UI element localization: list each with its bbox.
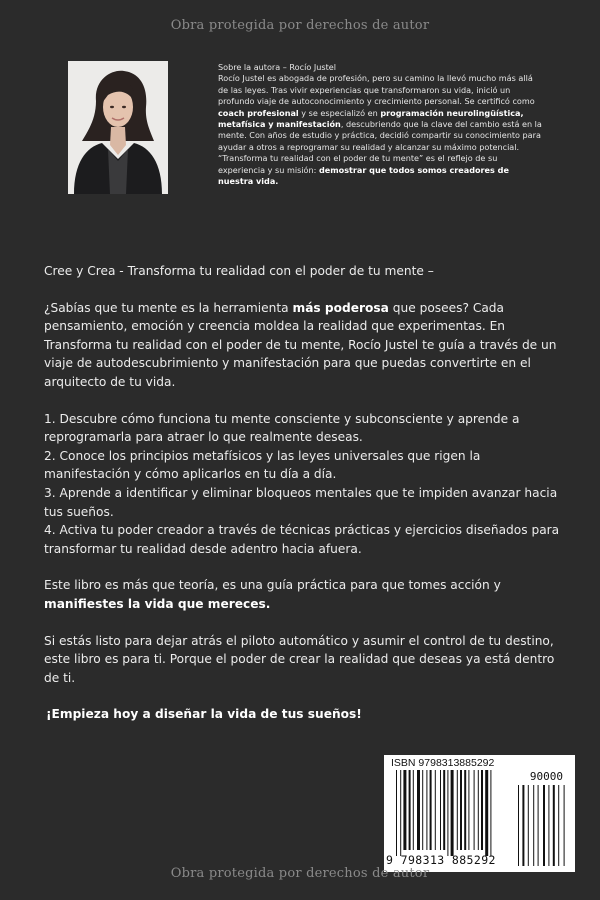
barcode-bar bbox=[447, 770, 448, 856]
author-bio: Rocío Justel es abogada de profesión, pero su camino la llevó mucho más allá de las leyes. Tras vivir experiencias que transformaron su vida, inició un profundo viaje de autoconocimiento y crecimiento personal. Se certificó como coach profesional y se especializó en programación neurolingüística, metafísica y manifestación, descubriendo que la clave del cambio está en la mente. Con años de estudio y práctica, decidió compartir su conocimiento para ayudar a otros a reprogramar su realidad y alcanzar su máximo potencial. “Transforma tu realidad con el poder de tu mente” es el reflejo de su experiencia y su misión: demostrar que todos somos creadores de nuestra vida. bbox=[218, 73, 542, 187]
author-portrait-image bbox=[68, 61, 168, 194]
barcode-bar bbox=[396, 770, 397, 856]
addon-bar bbox=[538, 785, 539, 866]
addon-bar bbox=[558, 785, 559, 866]
blurb-point-3: 3. Aprende a identificar y eliminar bloqueos mentales que te impiden avanzar hacia tus sueños. bbox=[44, 485, 558, 519]
isbn-barcode bbox=[384, 755, 575, 872]
addon-bar bbox=[518, 785, 519, 866]
blurb-closing: Si estás listo para dejar atrás el piloto automático y asumir el control de tu destino, este libro es para ti. Porque el poder de crear la realidad que deseas ya está dentro de ti. bbox=[44, 633, 555, 685]
barcode-bar bbox=[435, 770, 436, 850]
barcode-bar bbox=[413, 770, 414, 850]
blurb-practical: Este libro es más que teoría, es una guía práctica para que tomes acción y manifiestes la vida que mereces. bbox=[44, 578, 501, 611]
barcode-bar bbox=[403, 770, 406, 850]
barcode-bar bbox=[485, 770, 488, 856]
addon-bar bbox=[528, 785, 529, 866]
blurb-call-to-action: ¡Empieza hoy a diseñar la vida de tus sueños! bbox=[46, 707, 362, 722]
barcode-bar bbox=[468, 770, 469, 850]
addon-bar bbox=[553, 785, 555, 866]
back-cover-blurb bbox=[44, 262, 560, 724]
copyright-watermark-top: Obra protegida por derechos de autor bbox=[170, 18, 430, 33]
barcode-bar bbox=[478, 770, 479, 850]
barcode-bar bbox=[457, 770, 458, 850]
addon-bar bbox=[548, 785, 549, 866]
barcode-bar bbox=[464, 770, 466, 850]
addon-bar bbox=[564, 785, 565, 866]
ean-digits: 9 798313 885292 bbox=[386, 853, 496, 867]
barcode-bar bbox=[443, 770, 445, 850]
price-addon-code: 90000 bbox=[529, 770, 563, 783]
blurb-point-4: 4. Activa tu poder creador a través de técnicas prácticas y ejercicios diseñados para transformar tu realidad desde adentro hacia afuera. bbox=[44, 523, 560, 556]
addon-bar bbox=[522, 785, 524, 866]
author-photo bbox=[68, 61, 168, 194]
blurb-intro: ¿Sabías que tu mente es la herramienta más poderosa que posees? Cada pensamiento, emoción y creencia moldea la realidad que experimentas. En Transforma tu realidad con el poder de tu mente, Rocío Justel te guía a través de un viaje de autodescubrimiento y manifestación para que puedas convertirte en el arquitecto de tu vida. bbox=[44, 300, 557, 389]
barcode-bar bbox=[490, 770, 491, 856]
barcode-bar bbox=[422, 770, 423, 850]
barcode-bar bbox=[440, 770, 441, 850]
barcode-bar bbox=[451, 770, 454, 856]
barcode-bar bbox=[474, 770, 475, 850]
about-author-title: Sobre la autora – Rocío Justel bbox=[218, 62, 336, 72]
barcode-bar bbox=[400, 770, 401, 856]
addon-bar bbox=[533, 785, 534, 866]
barcode-bar bbox=[409, 770, 411, 850]
blurb-point-1: 1. Descubre cómo funciona tu mente consciente y subconsciente y aprende a reprogramarla para atraer lo que realmente deseas. bbox=[44, 411, 520, 445]
barcode-bar bbox=[417, 770, 420, 850]
copyright-watermark-bottom: Obra protegida por derechos de autor bbox=[170, 866, 430, 881]
barcode-bar bbox=[426, 770, 427, 850]
isbn-label: ISBN 9798313885292 bbox=[391, 757, 495, 769]
barcode-bar bbox=[430, 770, 432, 850]
blurb-point-2: 2. Conoce los principios metafísicos y las leyes universales que rigen la manifestación y cómo aplicarlos en tu día a día. bbox=[44, 448, 481, 482]
addon-bar bbox=[543, 785, 545, 866]
barcode-bar bbox=[460, 770, 462, 850]
about-author-section bbox=[218, 62, 544, 187]
barcode-bar bbox=[481, 770, 483, 850]
blurb-heading: Cree y Crea - Transforma tu realidad con el poder de tu mente – bbox=[44, 264, 434, 278]
